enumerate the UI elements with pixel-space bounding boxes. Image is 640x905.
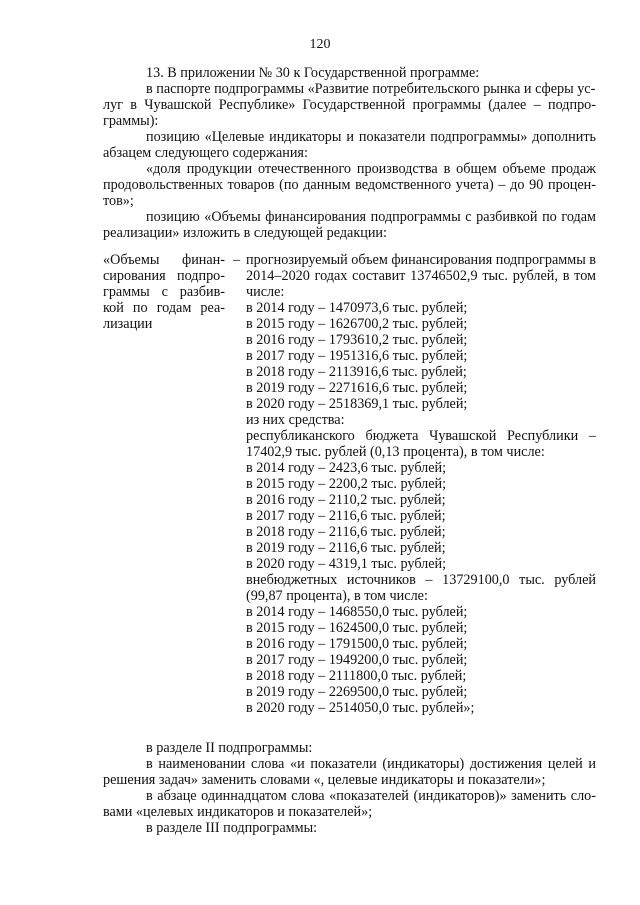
intro-line: продовольственных товаров (по данным ведомственного учета) – до 90 процен-	[103, 177, 596, 193]
outro-line: вами «целевых индикаторов и показателей»;	[103, 804, 373, 820]
table-right-line: в 2020 году – 4319,1 тыс. рублей;	[246, 556, 447, 572]
table-right-line: в 2014 году – 1470973,6 тыс. рублей;	[246, 300, 468, 316]
table-right-line: прогнозируемый объем финансирования подпрограммы в	[246, 252, 596, 268]
intro-line: «доля продукции отечественного производства в общем объеме продаж	[146, 161, 596, 177]
table-right-line: (99,87 процента), в том числе:	[246, 588, 428, 604]
table-right-line: в 2020 году – 2518369,1 тыс. рублей;	[246, 396, 468, 412]
table-left-line: кой по годам реа-	[103, 300, 225, 316]
table-dash: –	[233, 252, 241, 268]
intro-line: реализации» изложить в следующей редакции:	[103, 225, 387, 241]
table-right-line: в 2017 году – 1951316,6 тыс. рублей;	[246, 348, 468, 364]
intro-line: тов»;	[103, 193, 134, 209]
intro-line: позицию «Объемы финансирования подпрограммы с разбивкой по годам	[146, 209, 596, 225]
table-right-line: в 2017 году – 1949200,0 тыс. рублей;	[246, 652, 468, 668]
outro-line: в разделе II подпрограммы:	[146, 740, 313, 756]
table-right-line: в 2015 году – 1626700,2 тыс. рублей;	[246, 316, 468, 332]
table-right-line: в 2014 году – 2423,6 тыс. рублей;	[246, 460, 447, 476]
table-right-line: в 2015 году – 2200,2 тыс. рублей;	[246, 476, 447, 492]
table-right-line: в 2017 году – 2116,6 тыс. рублей;	[246, 508, 446, 524]
outro-line: в разделе III подпрограммы:	[146, 820, 318, 836]
table-right-line: в 2019 году – 2271616,6 тыс. рублей;	[246, 380, 468, 396]
table-right-line: 2014–2020 годах составит 13746502,9 тыс. рублей, в том	[246, 268, 596, 284]
table-right-line: числе:	[246, 284, 285, 300]
table-right-line: в 2019 году – 2269500,0 тыс. рублей;	[246, 684, 468, 700]
intro-line: абзацем следующего содержания:	[103, 145, 308, 161]
table-right-line: в 2018 году – 2116,6 тыс. рублей;	[246, 524, 446, 540]
table-left-line: граммы с разбив-	[103, 284, 225, 300]
intro-line: граммы):	[103, 113, 159, 129]
intro-line: 13. В приложении № 30 к Государственной программе:	[146, 65, 480, 81]
table-right-line: в 2020 году – 2514050,0 тыс. рублей»;	[246, 700, 475, 716]
intro-line: луг в Чувашской Республике» Государственной программы (далее – подпро-	[103, 97, 596, 113]
table-right-line: республиканского бюджета Чувашской Республики –	[246, 428, 596, 444]
table-right-line: в 2018 году – 2113916,6 тыс. рублей;	[246, 364, 467, 380]
table-left-line: сирования подпро-	[103, 268, 225, 284]
page-number: 120	[309, 37, 331, 52]
table-right-line: внебюджетных источников – 13729100,0 тыс. рублей	[246, 572, 596, 588]
table-left-line: «Объемы финан-	[103, 252, 225, 268]
intro-line: позицию «Целевые индикаторы и показатели подпрограммы» дополнить	[146, 129, 596, 145]
outro-line: в абзаце одиннадцатом слова «показателей (индикаторов)» заменить сло-	[146, 788, 596, 804]
outro-line: в наименовании слова «и показатели (индикаторы) достижения целей и	[146, 756, 596, 772]
table-right-line: из них средства:	[246, 412, 345, 428]
table-right-line: 17402,9 тыс. рублей (0,13 процента), в том числе:	[246, 444, 545, 460]
table-right-line: в 2015 году – 1624500,0 тыс. рублей;	[246, 620, 468, 636]
table-right-line: в 2016 году – 1793610,2 тыс. рублей;	[246, 332, 468, 348]
table-right-line: в 2016 году – 2110,2 тыс. рублей;	[246, 492, 446, 508]
table-right-line: в 2014 году – 1468550,0 тыс. рублей;	[246, 604, 468, 620]
table-left-line: лизации	[103, 316, 153, 332]
outro-line: решения задач» заменить словами «, целевые индикаторы и показатели»;	[103, 772, 546, 788]
table-right-line: в 2016 году – 1791500,0 тыс. рублей;	[246, 636, 468, 652]
table-right-line: в 2018 году – 2111800,0 тыс. рублей;	[246, 668, 467, 684]
intro-line: в паспорте подпрограммы «Развитие потребительского рынка и сферы ус-	[146, 81, 596, 97]
table-right-line: в 2019 году – 2116,6 тыс. рублей;	[246, 540, 446, 556]
